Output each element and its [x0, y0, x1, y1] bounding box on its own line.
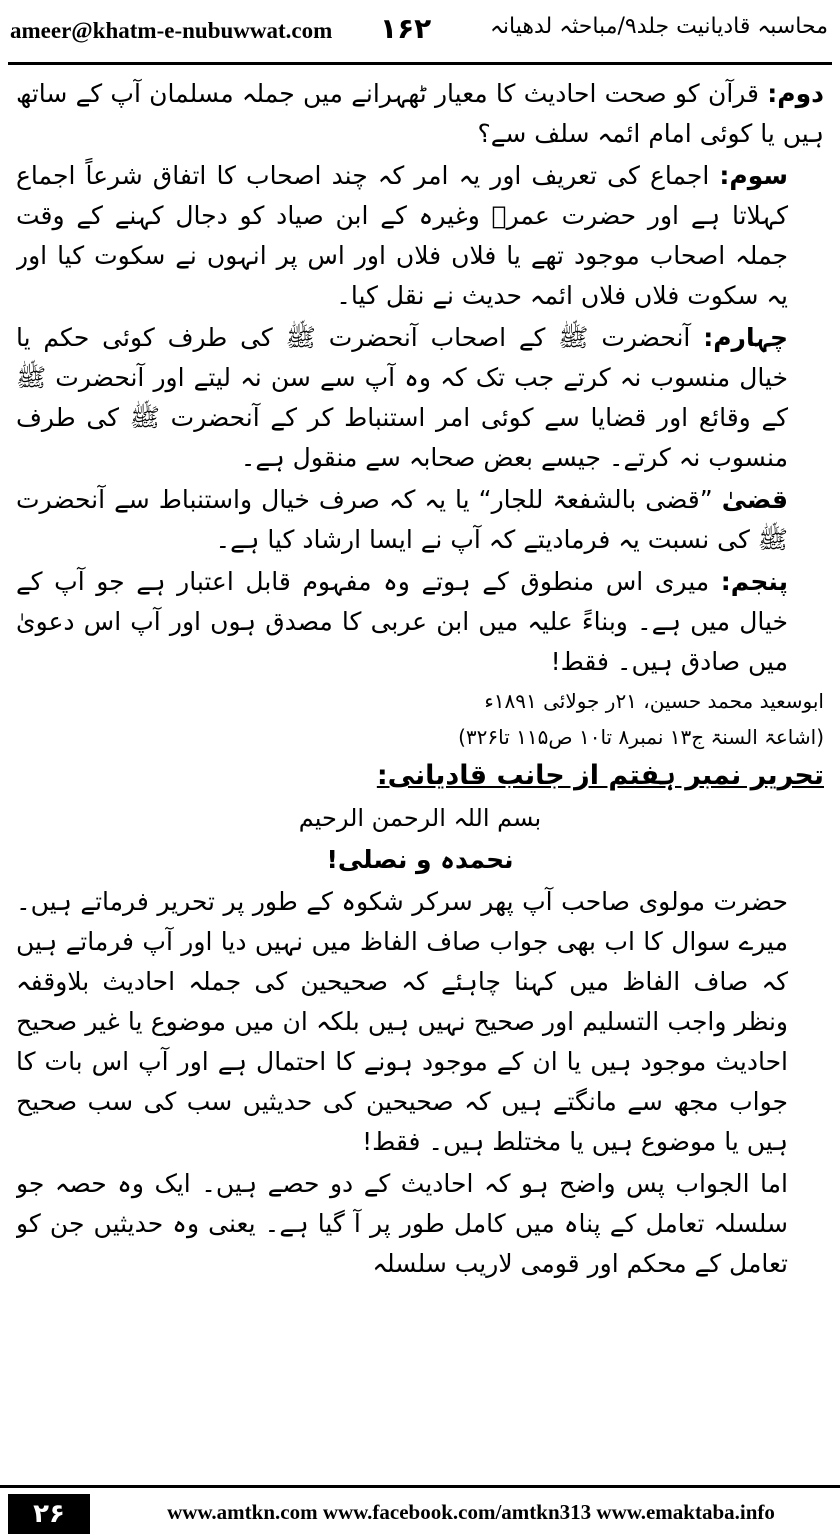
paragraph-lead: قضیٰ: [721, 485, 788, 514]
body-paragraph-1: حضرت مولوی صاحب آپ پھر سرکر شکوہ کے طور پر تحریر فرماتے ہیں۔ میرے سوال کا اب بھی جواب صاف الفاظ میں نہیں دیا اور آپ فرماتے ہیں کہ صاف الفاظ میں کہنا چاہئے کہ صحیحین کی جملہ احادیث بلاوقفہ ونظر واجب التسلیم اور صحیح نہیں ہیں بلکہ ان میں موضوع یا غیر صحیح احادیث موجود ہیں یا ان کے موجود ہونے کا احتمال ہے اور آپ اس بات کا جواب مجھ سے مانگتے ہیں کہ صحیحین کی حدیثیں سب کی سب صحیح ہیں یا موضوع ہیں یا مختلط ہیں۔ فقط!: [16, 887, 788, 1156]
footer-links: www.amtkn.com www.facebook.com/amtkn313 www.emaktaba.info: [167, 1500, 775, 1524]
hamd-line: نحمدہ و نصلی!: [326, 845, 514, 874]
page-content: [16, 74, 824, 1454]
paragraph-lead: چہارم:: [703, 323, 788, 352]
paragraph-4: [16, 318, 824, 478]
page-footer: [0, 1485, 840, 1540]
body-paragraph-2: اما الجواب پس واضح ہو کہ احادیث کے دو حصے ہیں۔ ایک وہ حصہ جو سلسلہ تعامل کے پناہ میں کامل طور پر آ گیا ہے۔ یعنی وہ حدیثیں جن کو تعامل کے محکم اور قومی لاریب سلسلہ: [16, 1169, 788, 1278]
author-byline: ابوسعید محمد حسین، ۲۱ر جولائی ۱۸۹۱ء: [484, 689, 824, 713]
paragraph-text: آنحضرت ﷺ کے اصحاب آنحضرت ﷺ کی طرف کوئی حکم یا خیال منسوب نہ کرتے جب تک کہ وہ آپ سے سن نہ لیتے اور آنحضرت ﷺ کے وقائع اور قضایا سے کوئی امر استنباط کر کے آنحضرت ﷺ کی طرف منسوب نہ کرتے۔ جیسے بعض صحابہ سے منقول ہے۔: [16, 323, 788, 472]
header-email: ameer@khatm-e-nubuwwat.com: [10, 18, 333, 43]
header-page-number: ۱۶۲: [380, 12, 432, 45]
paragraph-text: اجماع کی تعریف اور یہ امر کہ چند اصحاب کا اتفاق شرعاً اجماع کہلاتا ہے اور حضرت عمرؓ وغیرہ کے ابن صیاد کو دجال کہنے کے وقت جملہ اصحاب موجود تھے یا فلاں فلاں اور اس پر انہوں نے سکوت کیا اور یہ سکوت فلاں فلاں ائمہ حدیث نے نقل کیا۔: [16, 161, 788, 310]
footer-page-number: ۲۶: [8, 1494, 90, 1534]
paragraph-2: [16, 74, 824, 154]
paragraph-lead: دوم:: [767, 79, 824, 108]
paragraph-lead: پنجم:: [720, 567, 788, 596]
page-header: [0, 0, 840, 62]
paragraph-text: میری اس منطوق کے ہوتے وہ مفہوم قابل اعتبار ہے جو آپ کے خیال میں ہے۔ وبناءً علیہ میں ابن عربی کا مصدق ہوں اور آپ اس دعویٰ میں صادق ہیں۔ فقط!: [16, 567, 788, 676]
section-title: تحریر نمبر ہفتم از جانب قادیانی:: [376, 760, 824, 791]
paragraph-text: ”قضی بالشفعۃ للجار“ یا یہ کہ صرف خیال واستنباط سے آنحضرت ﷺ کی نسبت یہ فرمادیتے کہ آپ نے ایسا ارشاد کیا ہے۔: [16, 485, 788, 554]
paragraph-quote: [16, 480, 824, 560]
header-divider: [8, 62, 832, 65]
paragraph-text: قرآن کو صحت احادیث کا معیار ٹھہرانے میں جملہ مسلمان آپ کے ساتھ ہیں یا کوئی امام ائمہ سلف سے؟: [16, 79, 824, 148]
paragraph-5: [16, 562, 824, 682]
bismillah: بسم اللہ الرحمن الرحیم: [298, 804, 542, 832]
source-reference: (اشاعۃ السنۃ ج۱۳ نمبر۸ تا۱۰ ص۱۱۵ تا۳۲۶): [458, 725, 824, 749]
paragraph-lead: سوم:: [719, 161, 788, 190]
header-book-title: محاسبہ قادیانیت جلد۹/مباحثہ لدھیانہ: [490, 14, 828, 39]
paragraph-3: [16, 156, 824, 316]
